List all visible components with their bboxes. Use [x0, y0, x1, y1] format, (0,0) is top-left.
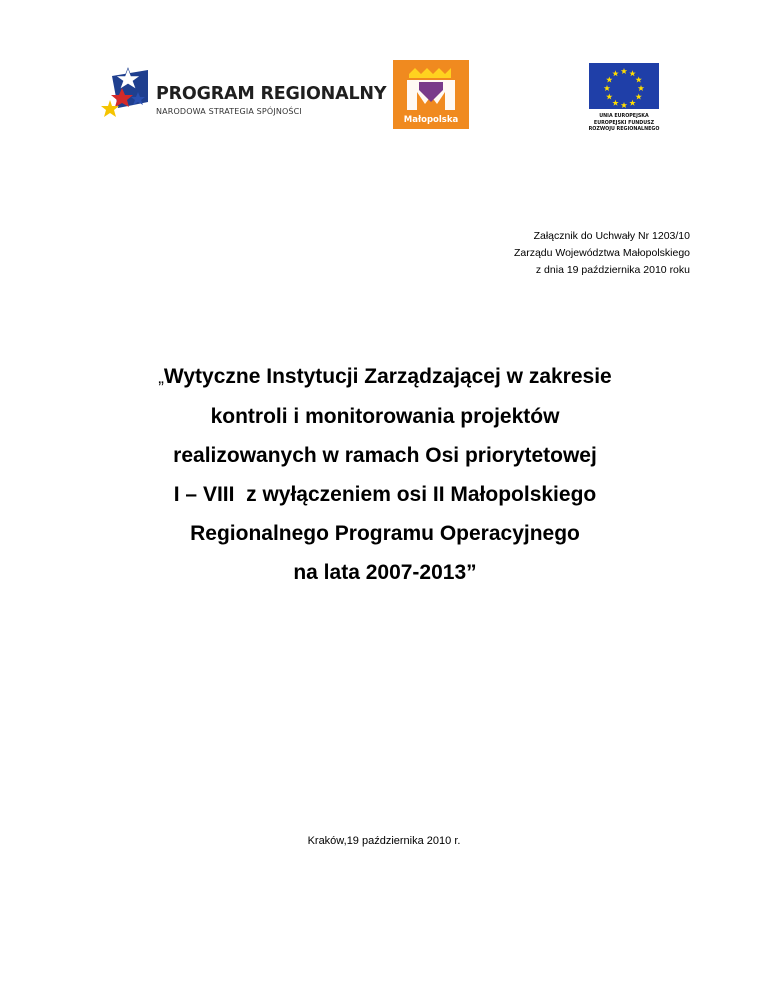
program-regionalny-subtitle: NARODOWA STRATEGIA SPÓJNOŚCI: [156, 107, 302, 116]
eu-union-label: UNIA EUROPEJSKA: [599, 114, 649, 119]
program-regionalny-logo: [98, 62, 387, 124]
stars-emblem-icon: [98, 62, 154, 124]
eu-fund-label-line1: EUROPEJSKI FUNDUSZ: [593, 121, 655, 126]
malopolska-label: Małopolska: [403, 115, 459, 125]
title-open-quote: „: [158, 368, 164, 387]
document-title: [60, 357, 710, 592]
title-line-1: [60, 357, 710, 397]
eu-flag-icon: [589, 63, 659, 109]
title-line-3: realizowanych w ramach Osi priorytetowej: [173, 444, 597, 467]
malopolska-logo: [393, 60, 469, 129]
annex-line-1: Załącznik do Uchwały Nr 1203/10: [533, 230, 690, 242]
title-line-2: kontroli i monitorowania projektów: [210, 405, 560, 428]
annex-line-3: z dnia 19 października 2010 roku: [535, 264, 690, 276]
title-line-4: I – VIII z wyłączeniem osi II Małopolskiego: [173, 483, 597, 506]
place-date: Kraków,19 października 2010 r.: [307, 835, 461, 847]
program-regionalny-title: PROGRAM REGIONALNY: [156, 84, 387, 104]
annex-note: [514, 228, 690, 279]
title-line-1-text: Wytyczne Instytucji Zarządzającej w zakresie: [163, 365, 612, 388]
eu-logo: [584, 63, 664, 135]
title-line-6: na lata 2007-2013”: [293, 561, 477, 584]
title-line-5: Regionalnego Programu Operacyjnego: [190, 522, 580, 545]
eu-fund-label-line2: ROZWOJU REGIONALNEGO: [588, 126, 660, 132]
annex-line-2: Zarządu Województwa Małopolskiego: [513, 247, 690, 259]
